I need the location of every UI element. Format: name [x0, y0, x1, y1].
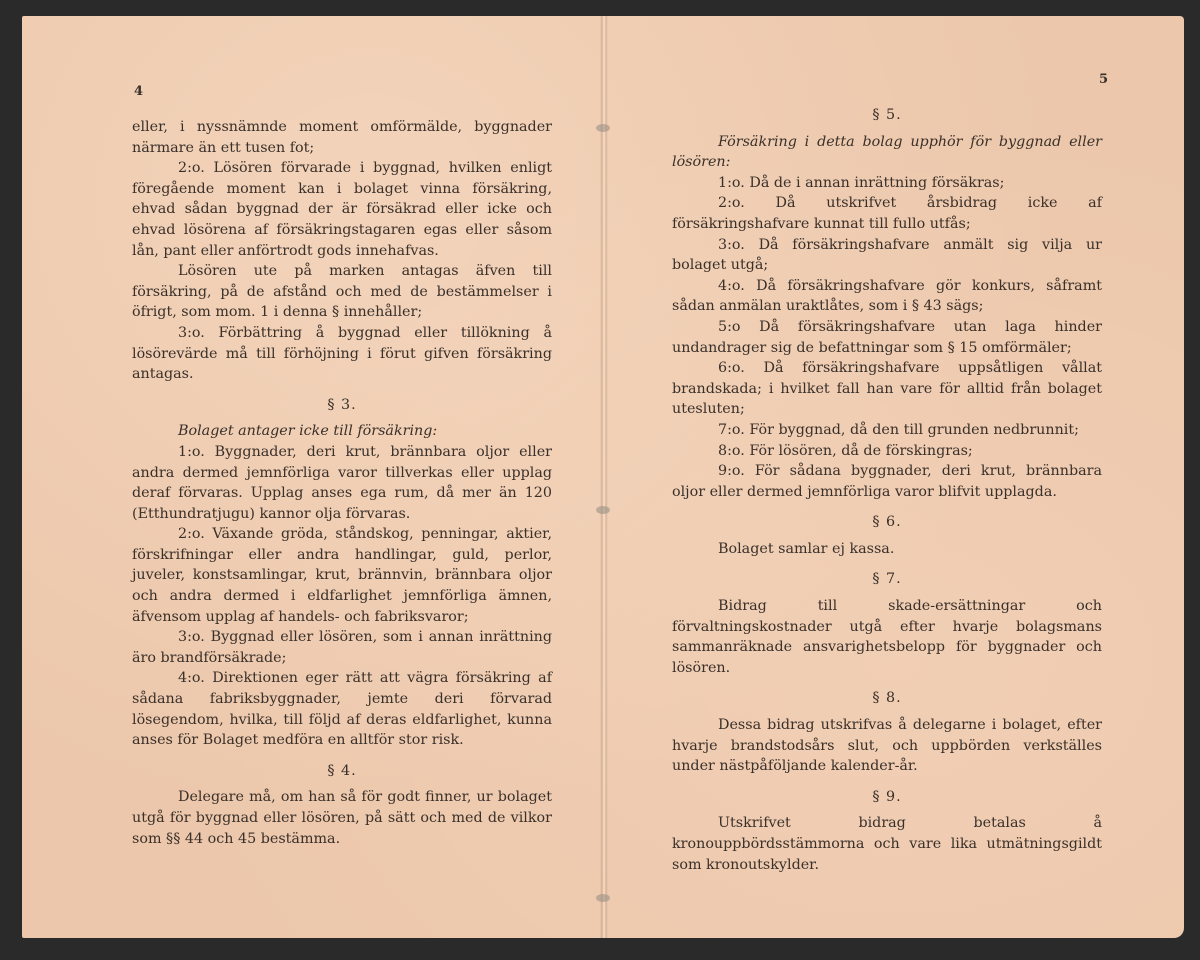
paragraph: 8:o. För lösören, då de förskingras; — [718, 442, 973, 459]
section-heading: § 7. — [872, 571, 902, 588]
open-booklet-spread — [22, 16, 1184, 938]
section-heading: § 4. — [327, 762, 357, 779]
paragraph: 5:o Då försäkringshafvare utan laga hinder undandrager sig de befattningar som § 15 omförmäler; — [672, 318, 1102, 356]
paragraph: Utskrifvet bidrag betalas å kronouppbördsstämmorna och vare lika utmätningsgildt som kronoutskylder. — [672, 815, 1102, 873]
paragraph: 4:o. Direktionen eger rätt att vägra försäkring af sådana fabriksbyggnader, jemte deri förvarad lösegendom, hvilka, till följd af deras eldfarlighet, kunna anses för Bolaget medföra en alltför stor risk. — [132, 670, 552, 749]
paragraph: Dessa bidrag utskrifvas å delegarne i bolaget, efter hvarje brandstodsårs slut, och uppbörden verkställes under nästpåföljande kalender-år. — [672, 717, 1102, 775]
section-heading: § 9. — [872, 788, 902, 805]
paragraph: 2:o. Växande gröda, ståndskog, penningar, aktier, förskrifningar eller andra handlingar, guld, perlor, juveler, konstsamlingar, krut, brännvin, brännbara oljor och andra dermed i eldfarlighet jemnförliga ämnen, äfvensom upplag af handels- och fabriksvaror; — [132, 526, 552, 625]
staple-mark — [596, 124, 610, 132]
staple-mark — [596, 506, 610, 514]
section-heading: § 5. — [872, 107, 902, 123]
section-heading: § 8. — [872, 690, 902, 707]
paragraph: Bidrag till skade-ersättningar och förvaltningskostnader utgå efter hvarje bolagsmans sammanräknade ansvarighetsbelopp för byggnader och lösören. — [672, 598, 1102, 676]
section-intro: Försäkring i detta bolag upphör för byggnad eller lösören: — [672, 133, 1102, 171]
section-intro: Bolaget antager icke till försäkring: — [178, 423, 438, 440]
book-gutter — [600, 16, 608, 938]
paragraph: 1:o. Då de i annan inrättning försäkras; — [718, 174, 1005, 191]
paragraph: Bolaget samlar ej kassa. — [718, 540, 895, 557]
paragraph: 2:o. Då utskrifvet årsbidrag icke af försäkringshafvare kunnat till fullo utfås; — [672, 195, 1102, 232]
page-number: 5 — [1098, 72, 1108, 87]
section-heading: § 3. — [327, 396, 357, 413]
paragraph: 9:o. För sådana byggnader, deri krut, brännbara oljor eller dermed jemnförliga varor blifvit upplagda. — [672, 463, 1102, 500]
paragraph: 6:o. Då försäkringshafvare uppsåtligen vållat brandskada; i hvilket fall han vare för alltid från bolaget utesluten; — [672, 360, 1102, 418]
paragraph: 2:o. Lösören förvarade i byggnad, hvilken enligt föregående moment kan i bolaget vinna försäkring, ehvad sådan byggnad der är försäkrad eller icke och ehvad lösörena af försäkringstagaren egas eller såsom lån, pant eller anförtrodt gods innehafvas. — [132, 160, 552, 259]
section-heading: § 6. — [872, 514, 902, 531]
paragraph: 3:o. Då försäkringshafvare anmält sig vilja ur bolaget utgå; — [672, 236, 1102, 274]
left-page — [132, 16, 552, 938]
paragraph: 1:o. Byggnader, deri krut, brännbara oljor eller andra dermed jemnförliga varor tillverkas eller upplag deraf förvaras. Upplag anses ega rum, då mer än 120 (Etthundratjugu) kannor olja förvaras. — [132, 443, 552, 522]
paragraph: Lösören ute på marken antagas äfven till försäkring, på de afstånd och med de bestämmelser i öfrigt, som mom. 1 i denna § innehåller; — [132, 263, 552, 321]
left-page-text — [132, 117, 552, 849]
paragraph: 3:o. Byggnad eller lösören, som i annan inrättning äro brandförsäkrade; — [132, 629, 552, 666]
paragraph: Delegare må, om han så för godt finner, ur bolaget utgå för byggnad eller lösören, på sätt och med de vilkor som §§ 44 och 45 bestämma. — [132, 789, 552, 847]
paragraph: eller, i nyssnämnde moment omförmälde, byggnader närmare än ett tusen fot; — [132, 119, 552, 156]
paragraph: 7:o. För byggnad, då den till grunden nedbrunnit; — [718, 421, 1079, 438]
right-page — [672, 16, 1108, 938]
paragraph: 3:o. Förbättring å byggnad eller tillökning å lösörevärde må till förhöjning i förut gifven försäkring antagas. — [132, 324, 552, 383]
right-page-text — [672, 95, 1102, 875]
paragraph: 4:o. Då försäkringshafvare gör konkurs, såframt sådan anmälan uraktlåtes, som i § 43 sägs; — [672, 277, 1102, 315]
staple-mark — [596, 894, 610, 902]
page-number: 4 — [134, 84, 144, 99]
